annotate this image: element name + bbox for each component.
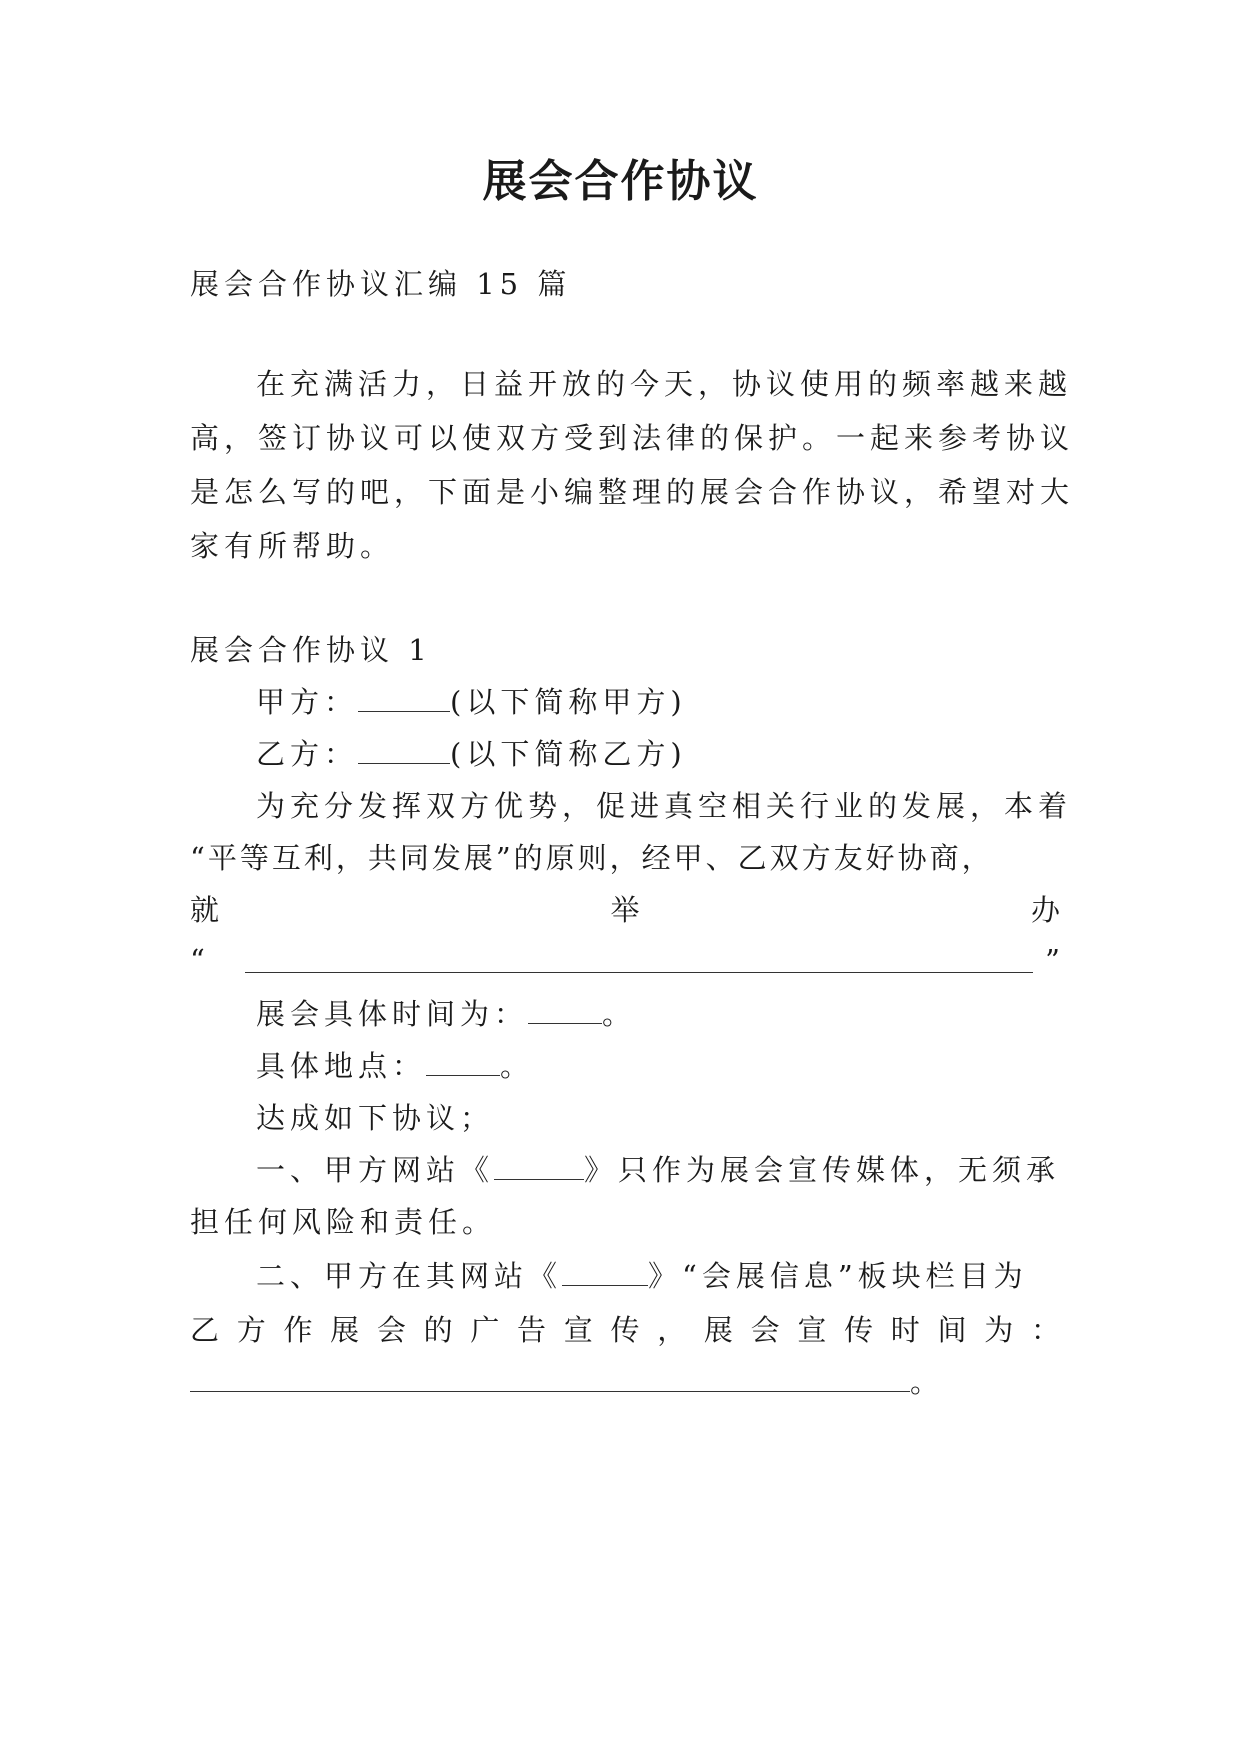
document-subtitle: 展会合作协议汇编 15 篇: [190, 267, 572, 301]
party-a-note: (以下简称甲方): [450, 685, 687, 719]
clause-2-char: 作: [283, 1313, 313, 1347]
intro-line-3: 是怎么写的吧，下面是小编整理的展会合作协议，希望对大: [190, 475, 1075, 509]
spread-word-3: 办: [1030, 893, 1060, 927]
clause-2-char: ，: [657, 1313, 687, 1347]
clause-2-end: 。: [910, 1365, 940, 1399]
clause-1-start: 一、甲方网站《: [256, 1153, 495, 1187]
clause-2-char: 传: [610, 1313, 640, 1347]
exhibition-name-blank: [245, 940, 1033, 973]
clause-2-char: 传: [844, 1313, 874, 1347]
place-label: 具体地点：: [256, 1049, 427, 1083]
clause-1-line-1: [256, 1150, 1126, 1190]
clause-2-blank: [562, 1257, 648, 1286]
time-label: 展会具体时间为：: [256, 997, 529, 1031]
clause-2-char: 宣: [797, 1313, 827, 1347]
clause-2-rest: 》“会展信息”板块栏目为: [648, 1259, 1028, 1293]
place-blank: [426, 1047, 500, 1076]
clause-2-line-2: [190, 1310, 1060, 1350]
time-line: [256, 994, 1126, 1034]
intro-line-1: 在充满活力，日益开放的今天，协议使用的频率越来越: [256, 367, 1073, 401]
party-a-label: 甲方：: [256, 685, 359, 719]
time-blank: [528, 995, 602, 1024]
clause-2-char: 间: [937, 1313, 967, 1347]
party-b-blank: [358, 735, 450, 764]
spread-word-1: 就: [190, 893, 220, 927]
clause-2-char: 展: [330, 1313, 360, 1347]
clause-2-char: 的: [423, 1313, 453, 1347]
clause-2-char: 为: [984, 1313, 1014, 1347]
agreement-line: 达成如下协议；: [256, 1101, 495, 1135]
clause-2-char: 时: [890, 1313, 920, 1347]
time-end: 。: [602, 997, 637, 1031]
clause-2-char: 宣: [563, 1313, 593, 1347]
clause-2-char: 告: [517, 1313, 547, 1347]
purpose-line-2: “平等互利，共同发展”的原则，经甲、乙双方友好协商，: [190, 841, 994, 875]
spread-word-2: 举: [610, 893, 640, 927]
clause-2-char: ：: [1030, 1313, 1060, 1347]
clause-2-char: 展: [703, 1313, 733, 1347]
clause-2-char: 广: [470, 1313, 500, 1347]
close-quote: ”: [1045, 943, 1060, 977]
clause-2-char: 会: [376, 1313, 406, 1347]
place-line: [256, 1046, 1126, 1086]
intro-line-2: 高，签订协议可以使双方受到法律的保护。一起来参考协议: [190, 421, 1075, 455]
party-b-label: 乙方：: [256, 737, 359, 771]
party-a-line: [256, 682, 1126, 722]
publicity-period-blank: [190, 1363, 910, 1392]
clause-1-blank: [494, 1151, 584, 1180]
exhibition-name-line: [190, 940, 1060, 980]
purpose-line-1: 为充分发挥双方优势，促进真空相关行业的发展，本着: [256, 789, 1073, 823]
clause-1-line-2: 担任何风险和责任。: [190, 1205, 497, 1239]
place-end: 。: [500, 1049, 535, 1083]
party-b-line: [256, 734, 1126, 774]
clause-2-char: 会: [750, 1313, 780, 1347]
clause-1-rest: 》只作为展会宣传媒体，无须承: [584, 1153, 1061, 1187]
clause-2-char: 乙: [190, 1313, 220, 1347]
document-title: 展会合作协议: [482, 156, 759, 207]
clause-2-char: 方: [236, 1313, 266, 1347]
clause-2-start: 二、甲方在其网站《: [256, 1259, 563, 1293]
clause-2-line-3: [190, 1362, 1060, 1402]
clause-2-line-1: [256, 1256, 1126, 1296]
section-heading: 展会合作协议 1: [190, 633, 432, 667]
party-b-note: (以下简称乙方): [450, 737, 687, 771]
spread-line: [190, 890, 1060, 930]
intro-line-4: 家有所帮助。: [190, 529, 395, 563]
party-a-blank: [358, 683, 450, 712]
open-quote: “: [190, 943, 205, 977]
